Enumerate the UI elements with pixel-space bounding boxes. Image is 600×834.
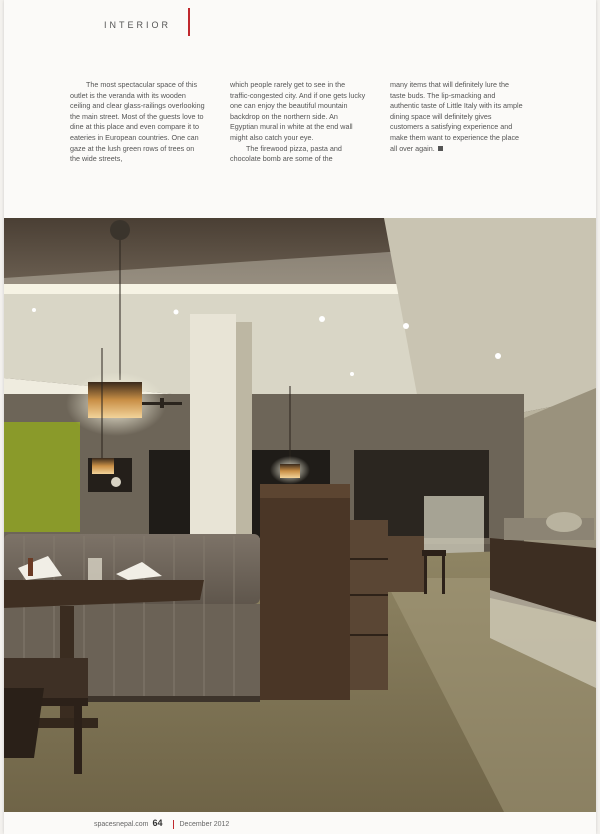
section-accent-bar bbox=[188, 8, 190, 36]
article-column-2 bbox=[230, 80, 366, 165]
restaurant-interior-photo bbox=[4, 218, 596, 812]
end-of-article-mark bbox=[438, 146, 443, 151]
page-footer bbox=[94, 818, 229, 829]
page-number: 64 bbox=[152, 818, 163, 828]
article-paragraph bbox=[390, 80, 526, 154]
article-text: many items that will definitely lure the taste buds. The lip-smacking and authentic taste of Little Italy with its ample dining space will definitely gives customers a satisfying experience and make them want to experience the place all over again. bbox=[390, 80, 523, 153]
footer-website: spacesnepal.com bbox=[94, 821, 149, 828]
article-paragraph: The firewood pizza, pasta and chocolate bomb are some of the bbox=[230, 143, 342, 164]
restaurant-illustration bbox=[4, 218, 596, 812]
section-label: INTERIOR bbox=[104, 20, 172, 30]
article-column-1 bbox=[70, 80, 206, 165]
footer-separator bbox=[173, 820, 174, 829]
article-column-3 bbox=[390, 80, 526, 154]
article-paragraph: The most spectacular space of this outlet is the veranda with its wooden ceiling and clear glass-railings overlooking the main street. Most of the guests love to dine at this place and even compare it to eateries in European countries. One can gaze at the lush green rows of trees on the wide streets, bbox=[70, 80, 205, 164]
footer-issue: December 2012 bbox=[179, 821, 230, 828]
magazine-page bbox=[4, 0, 596, 834]
article-paragraph: which people rarely get to see in the traffic-congested city. And if one gets lucky one can enjoy the beautiful mountain backdrop on the northern side. An Egyptian mural in white at the end wall might also catch your eye. bbox=[230, 80, 366, 142]
